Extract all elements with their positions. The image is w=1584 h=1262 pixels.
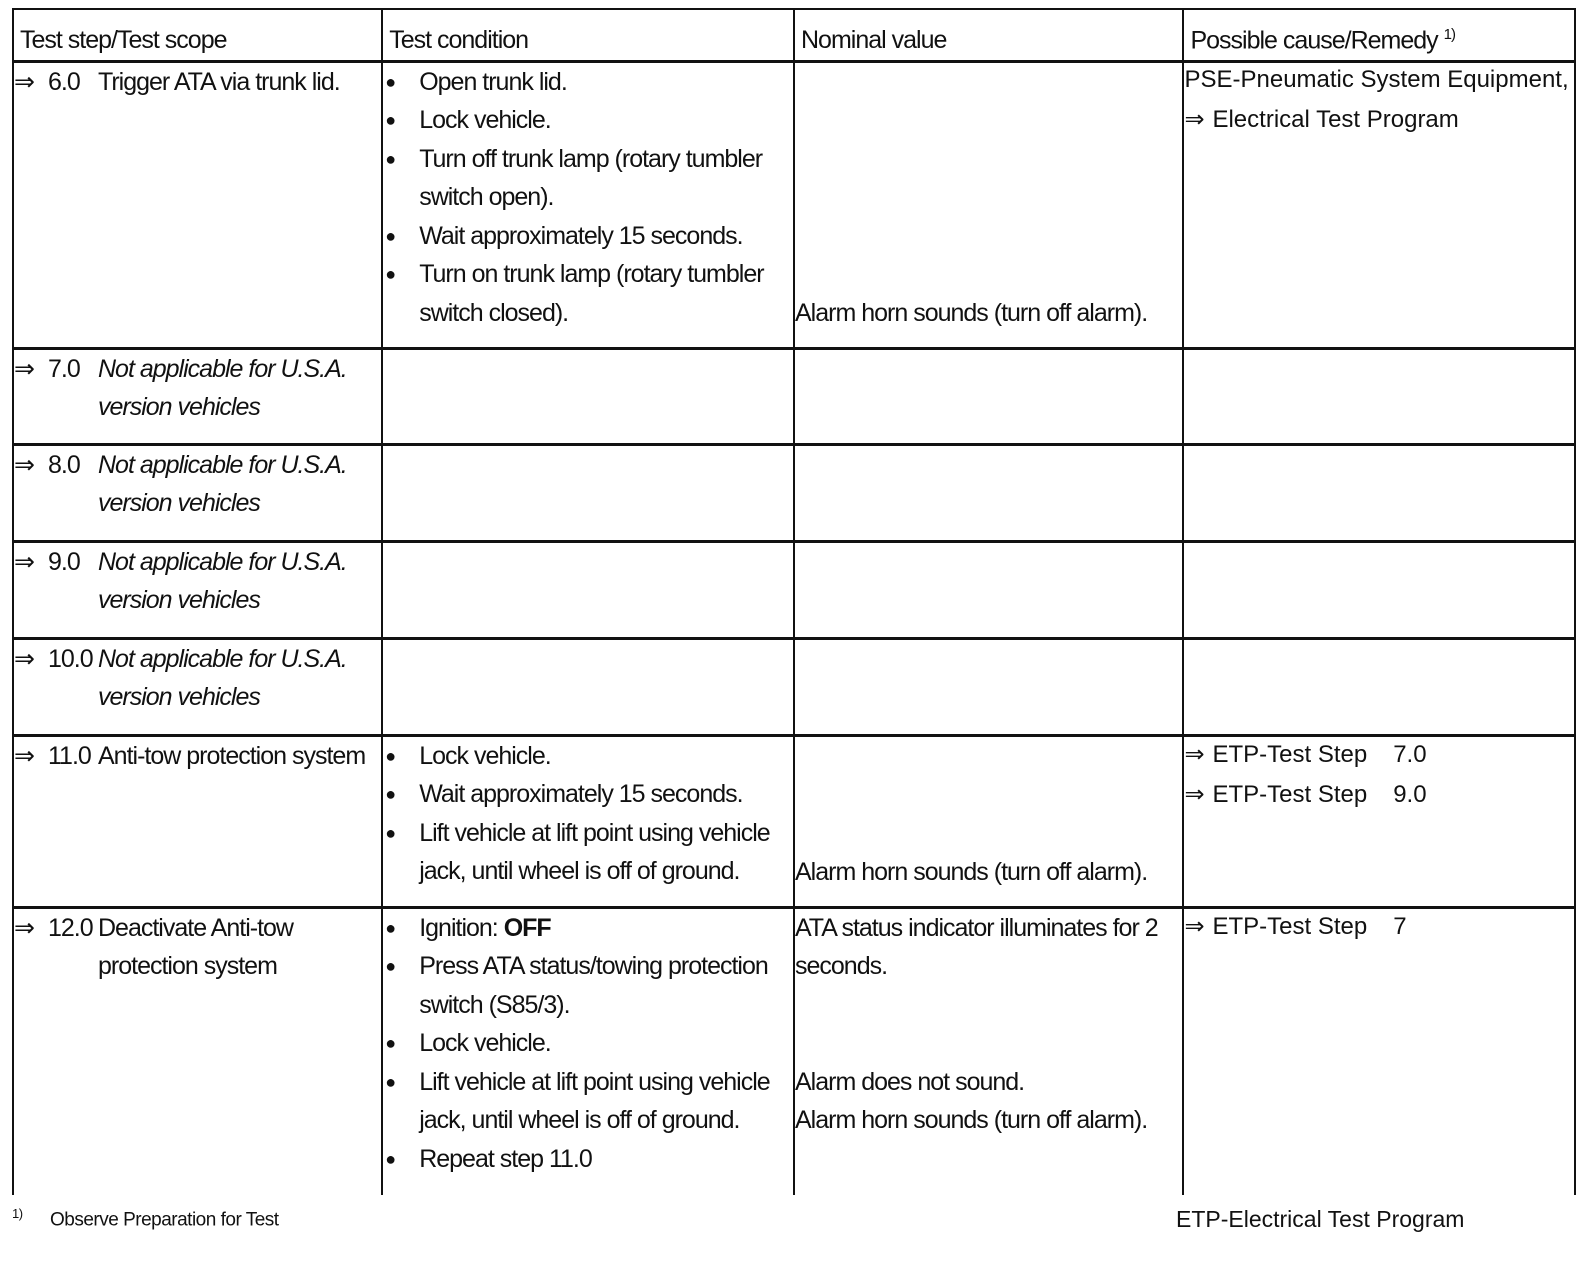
step-cell [13, 348, 382, 444]
step-number: 12.0 [48, 913, 93, 942]
table-row [13, 638, 1575, 735]
arrow-icon: ⇒ [14, 644, 34, 673]
header-possible-cause [1183, 9, 1575, 61]
step-cell [13, 61, 382, 348]
condition-cell [382, 348, 794, 444]
cause-cell [1183, 541, 1575, 638]
footnote-mark: 1) [12, 1206, 23, 1221]
list-item: ● Turn off trunk lamp (rotary tumbler switch open). [383, 140, 793, 217]
header-test-step: Test step/Test scope [13, 9, 382, 61]
step-number: 9.0 [48, 547, 80, 576]
cause-cell [1183, 735, 1575, 907]
list-item: ● Turn on trunk lamp (rotary tumbler switch closed). [383, 255, 793, 332]
etp-label: ETP-Test Step [1212, 780, 1368, 808]
arrow-icon: ⇒ [1184, 740, 1205, 768]
step-scope: Anti-tow protection system [98, 741, 366, 770]
header-test-condition: Test condition [382, 9, 794, 61]
nominal-cell [794, 348, 1183, 444]
step-number: 7.0 [48, 354, 80, 383]
footnote-text: Observe Preparation for Test [50, 1209, 279, 1231]
header-possible-cause-label: Possible cause/Remedy [1190, 26, 1438, 55]
nominal-cell [794, 61, 1183, 348]
cause-cell [1183, 638, 1575, 735]
step-scope: Not applicable for U.S.A. version vehicles [98, 547, 347, 614]
footnote [12, 1206, 279, 1231]
step-cell [13, 735, 382, 907]
table-row [13, 907, 1575, 1195]
test-procedure-table [12, 8, 1576, 1195]
etp-step: 7.0 [1393, 740, 1427, 768]
nominal-cell [794, 541, 1183, 638]
list-item [383, 909, 793, 948]
arrow-icon: ⇒ [14, 67, 34, 96]
condition-cell [382, 61, 794, 348]
cause-line: Electrical Test Program [1212, 105, 1459, 133]
step-scope: Trigger ATA via trunk lid. [98, 67, 340, 96]
list-item: ● Open trunk lid. [383, 63, 793, 102]
nominal-cell [794, 444, 1183, 541]
arrow-icon: ⇒ [1184, 912, 1205, 940]
condition-cell [382, 541, 794, 638]
step-number: 11.0 [48, 741, 91, 770]
table-row [13, 444, 1575, 541]
step-number: 10.0 [48, 644, 93, 673]
table-header-row [13, 9, 1575, 61]
cause-cell [1183, 907, 1575, 1195]
arrow-icon: ⇒ [14, 354, 34, 383]
table-row [13, 735, 1575, 907]
condition-list [383, 63, 793, 333]
table-row [13, 61, 1575, 348]
footnote-ref: 1) [1443, 26, 1455, 43]
arrow-icon: ⇒ [1184, 105, 1205, 133]
cause-cell [1183, 348, 1575, 444]
step-number: 8.0 [48, 450, 80, 479]
nominal-cell [794, 638, 1183, 735]
arrow-icon: ⇒ [1184, 780, 1205, 808]
list-item: ● Wait approximately 15 seconds. [383, 217, 793, 256]
nominal-value: Alarm horn sounds (turn off alarm). [794, 1106, 1148, 1134]
nominal-value: Alarm does not sound. [794, 1067, 1025, 1096]
cause-cell [1183, 444, 1575, 541]
condition-list [383, 737, 793, 891]
nominal-cell [794, 907, 1183, 1195]
condition-cell [382, 444, 794, 541]
table-row [13, 541, 1575, 638]
ignition-state: OFF [503, 913, 551, 942]
condition-cell [382, 735, 794, 907]
arrow-icon: ⇒ [14, 913, 34, 942]
list-item: ● Wait approximately 15 seconds. [383, 775, 793, 814]
step-number: 6.0 [48, 67, 80, 96]
nominal-value: ATA status indicator illuminates for 2 seconds. [794, 913, 1158, 980]
step-scope: Deactivate Anti-tow protection system [98, 913, 293, 980]
list-item: ● Lock vehicle. [383, 1024, 793, 1063]
list-item: ● Repeat step 11.0 [383, 1140, 793, 1179]
arrow-icon: ⇒ [14, 547, 34, 576]
list-item: ● Lock vehicle. [383, 737, 793, 776]
nominal-value: Alarm horn sounds (turn off alarm). [794, 298, 1148, 327]
condition-list [383, 909, 793, 1179]
cause-line: PSE-Pneumatic System Equipment, [1184, 65, 1569, 93]
step-scope: Not applicable for U.S.A. version vehicles [98, 644, 347, 711]
cause-cell [1183, 61, 1575, 348]
ignition-label: Ignition: [419, 913, 498, 942]
list-item: ● Press ATA status/towing protection switch (S85/3). [383, 947, 793, 1024]
list-item: ● Lock vehicle. [383, 101, 793, 140]
footer-legend: ETP-Electrical Test Program [1176, 1206, 1465, 1232]
header-nominal-value: Nominal value [794, 9, 1183, 61]
condition-cell [382, 638, 794, 735]
step-scope: Not applicable for U.S.A. version vehicles [98, 450, 347, 517]
step-cell [13, 907, 382, 1195]
list-item: ● Lift vehicle at lift point using vehicle jack, until wheel is off of ground. [383, 1063, 793, 1140]
arrow-icon: ⇒ [14, 741, 34, 770]
etp-label: ETP-Test Step [1212, 740, 1368, 768]
step-scope: Not applicable for U.S.A. version vehicles [98, 354, 347, 421]
list-item: ● Lift vehicle at lift point using vehicle jack, until wheel is off of ground. [383, 814, 793, 891]
etp-label: ETP-Test Step [1212, 912, 1368, 940]
step-cell [13, 541, 382, 638]
condition-cell [382, 907, 794, 1195]
etp-step: 7 [1393, 912, 1407, 940]
arrow-icon: ⇒ [14, 450, 34, 479]
nominal-value: Alarm horn sounds (turn off alarm). [794, 857, 1148, 886]
step-cell [13, 444, 382, 541]
etp-step: 9.0 [1393, 780, 1427, 808]
table-row [13, 348, 1575, 444]
step-cell [13, 638, 382, 735]
nominal-cell [794, 735, 1183, 907]
